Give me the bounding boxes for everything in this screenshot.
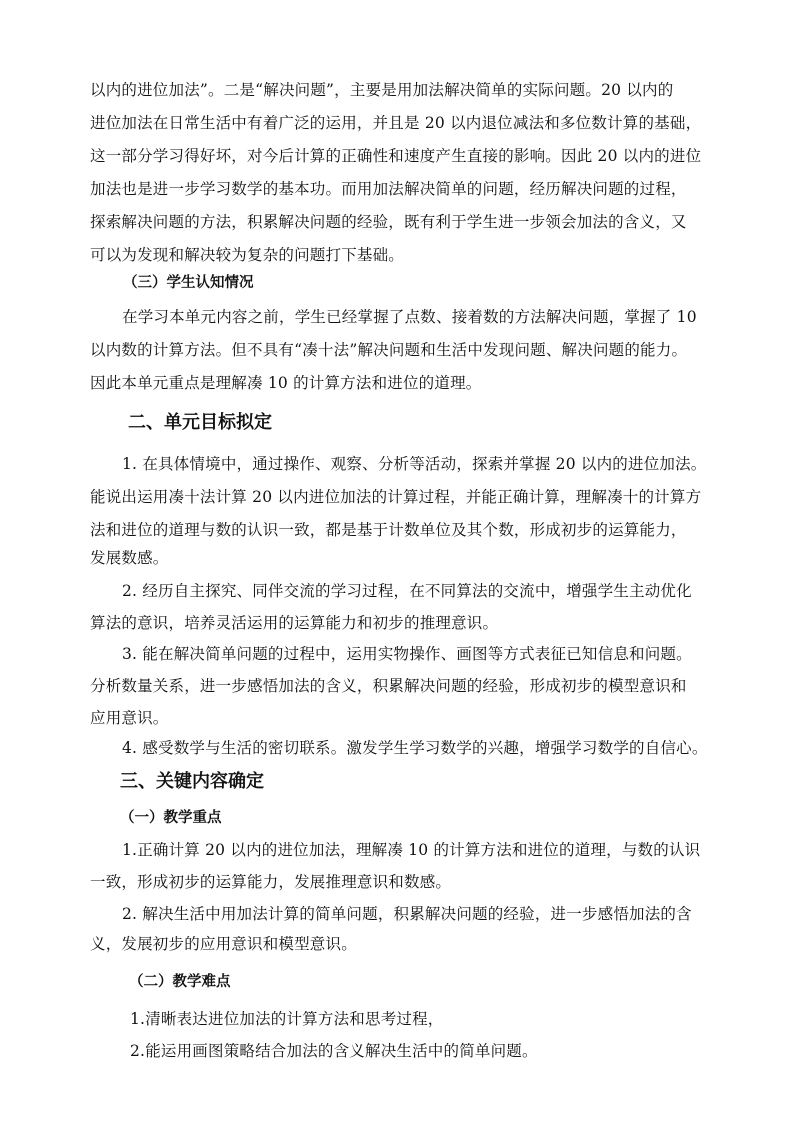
intro-line-6: 可以为发现和解决较为复杂的问题打下基础。 [90,246,405,264]
section2-heading: 二、单元目标拟定 [128,412,272,433]
goal1-line-4: 发展数感。 [90,549,169,567]
intro-line-2: 进位加法在日常生活中有着广泛的运用，并且是 20 以内退位减法和多位数计算的基础， [90,114,702,132]
goal3-line-2: 分析数量关系，进一步感悟加法的含义，积累解决问题的经验，形成初步的模型意识和 [90,677,687,695]
goal2-line-1: 2. 经历自主探究、同伴交流的学习过程，在不同算法的交流中，增强学生主动优化 [122,582,692,600]
key2-line-2: 义，发展初步的应用意识和模型意识。 [90,935,357,953]
goal3-line-1: 3. 能在解决简单问题的过程中，运用实物操作、画图等方式表征已知信息和问题。 [122,645,692,663]
difficulty-heading: （二）教学难点 [129,974,231,990]
goal1-line-3: 法和进位的道理与数的认识一致，都是基于计数单位及其个数，形成初步的运算能力， [90,521,687,539]
key2-line-1: 2. 解决生活中用加法计算的简单问题，积累解决问题的经验，进一步感悟加法的含 [122,905,692,923]
key1-line-2: 一致，形成初步的运算能力，发展推理意识和数感。 [90,873,452,891]
key-points-heading: （一）教学重点 [120,810,222,826]
goal1-line-1: 1. 在具体情境中，通过操作、观察、分析等活动，探索并掌握 20 以内的进位加法。 [122,455,707,473]
intro-line-5: 探索解决问题的方法，积累解决问题的经验，既有利于学生进一步领会加法的含义，又 [90,213,687,231]
intro-line-4: 加法也是进一步学习数学的基本功。而用加法解决简单的问题，经历解决问题的过程， [90,180,687,198]
intro-line-3: 这一部分学习得好坏，对今后计算的正确性和速度产生直接的影响。因此 20 以内的进位 [90,147,702,165]
goal4-line-1: 4. 感受数学与生活的密切联系。激发学生学习数学的兴趣，增强学习数学的自信心。 [122,739,708,757]
difficulty-line-2: 2.能运用画图策略结合加法的含义解决生活中的简单问题。 [130,1042,538,1060]
goal1-line-2: 能说出运用凑十法计算 20 以内进位加法的计算过程，并能正确计算，理解凑十的计算方 [90,488,702,506]
cognition-line-3: 因此本单元重点是理解凑 10 的计算方法和进位的道理。 [90,374,482,392]
cognition-line-1: 在学习本单元内容之前，学生已经掌握了点数、接着数的方法解决问题，掌握了 10 [122,308,697,326]
goal3-line-3: 应用意识。 [90,709,169,727]
cognition-heading: （三）学生认知情况 [123,275,254,291]
cognition-line-2: 以内数的计算方法。但不具有“凑十法”解决问题和生活中发现问题、解决问题的能力。 [90,341,688,359]
intro-line-1: 以内的进位加法”。二是“解决问题”，主要是用加法解决简单的实际问题。20 以内的 [90,81,674,99]
section3-heading: 三、关键内容确定 [120,771,264,792]
key1-line-1: 1.正确计算 20 以内的进位加法，理解凑 10 的计算方法和进位的道理，与数的认识 [122,841,701,859]
difficulty-line-1: 1.清晰表达进位加法的计算方法和思考过程， [130,1010,444,1028]
goal2-line-2: 算法的意识，培养灵活运用的运算能力和初步的推理意识。 [90,614,499,632]
